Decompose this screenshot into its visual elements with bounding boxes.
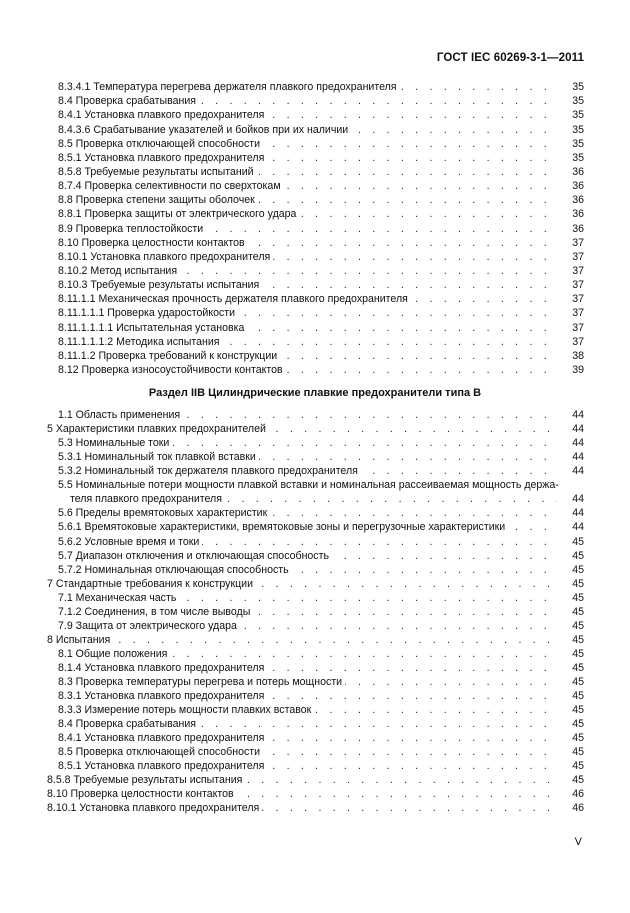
toc-entry-title: 5.7.2 Номинальная отключающая способность: [58, 563, 292, 577]
toc-entry-title: 8.11.1.1.1 Проверка ударостойкости: [58, 306, 238, 320]
toc-entry[interactable]: [0, 250, 630, 264]
toc-entry-title: 8.5.1 Установка плавкого предохранителя: [58, 151, 267, 165]
toc-entry-page: 37: [557, 278, 584, 292]
toc-entry-page: 37: [557, 264, 584, 278]
toc-entry-title: 8.4 Проверка срабатывания: [58, 94, 199, 108]
toc-entry-page: 35: [557, 80, 584, 94]
toc-entry[interactable]: [0, 408, 630, 422]
document-code: ГОСТ IEC 60269-3-1—2011: [436, 52, 584, 64]
toc-entry-page: 37: [557, 321, 584, 335]
toc-entry-page: 45: [557, 731, 584, 745]
toc-entry-title: теля плавкого предохранителя: [70, 492, 225, 506]
toc-entry[interactable]: [0, 520, 630, 534]
toc-entry-title: 5.3.1 Номинальный ток плавкой вставки: [58, 450, 259, 464]
toc-entry-page: 37: [557, 335, 584, 349]
toc-entry-page: 44: [557, 450, 584, 464]
toc-entry[interactable]: [0, 619, 630, 633]
toc-entry[interactable]: [0, 535, 630, 549]
toc-entry[interactable]: [0, 787, 630, 801]
toc-entry-title: 5.5 Номинальные потери мощности плавкой вставки и номинальная рассеиваемая мощность держа-: [58, 478, 562, 492]
toc-entry-page: 35: [557, 151, 584, 165]
toc-entry[interactable]: [0, 123, 630, 137]
toc-entry[interactable]: [0, 563, 630, 577]
toc-entry-title: 8.12 Проверка износоустойчивости контактов: [58, 363, 286, 377]
toc-entry-title: 8.11.1.1.1.1 Испытательная установка: [58, 321, 247, 335]
toc-entry-page: 44: [557, 422, 584, 436]
toc-entry[interactable]: [0, 492, 630, 506]
toc-entry-title: 8.10.3 Требуемые результаты испытания: [58, 278, 262, 292]
toc-entry[interactable]: [0, 478, 630, 492]
toc-entry[interactable]: [0, 436, 630, 450]
toc-entry[interactable]: [0, 222, 630, 236]
toc-leader-dots: [47, 633, 572, 647]
toc-entry-page: 38: [557, 349, 584, 363]
toc-entry-page: 37: [557, 250, 584, 264]
toc-entry-title: 8.4.1 Установка плавкого предохранителя: [58, 731, 267, 745]
toc-entry-page: 37: [557, 292, 584, 306]
toc-entry-page: 45: [557, 661, 584, 675]
toc-entry-title: 8.11.1.1 Механическая прочность держателя плавкого предохранителя: [58, 292, 411, 306]
toc-entry-title: 8.3.1 Установка плавкого предохранителя: [58, 689, 267, 703]
toc-entry[interactable]: [0, 363, 630, 377]
toc-entry[interactable]: [0, 675, 630, 689]
toc-entry-page: 36: [557, 207, 584, 221]
toc-entry-title: 8.1 Общие положения: [58, 647, 170, 661]
toc-entry-page: 44: [557, 464, 584, 478]
toc-entry[interactable]: [0, 661, 630, 675]
toc-entry-title: 7.1.2 Соединения, в том числе выводы: [58, 605, 253, 619]
toc-entry[interactable]: [0, 633, 630, 647]
toc-entry-title: 5 Характеристики плавких предохранителей: [47, 422, 269, 436]
toc-entry-page: 46: [557, 801, 584, 815]
toc-entry[interactable]: [0, 759, 630, 773]
toc-entry-page: 45: [557, 745, 584, 759]
toc-entry-page: 35: [557, 108, 584, 122]
toc-entry[interactable]: [0, 108, 630, 122]
toc-entry-title: 7.1 Механическая часть: [58, 591, 179, 605]
toc-entry-page: 45: [557, 577, 584, 591]
toc-entry[interactable]: [0, 703, 630, 717]
toc-entry-title: 8.10.2 Метод испытания: [58, 264, 180, 278]
toc-entry-page: 44: [557, 492, 584, 506]
toc-entry-page: 44: [557, 506, 584, 520]
toc-entry[interactable]: [0, 577, 630, 591]
toc-entry-title: 7.9 Защита от электрического удара: [58, 619, 240, 633]
toc-entry[interactable]: [0, 801, 630, 815]
toc-entry-title: 8.4.1 Установка плавкого предохранителя: [58, 108, 267, 122]
toc-entry-title: 8.5.8 Требуемые результаты испытаний: [58, 165, 257, 179]
toc-entry[interactable]: [0, 165, 630, 179]
toc-entry[interactable]: [0, 179, 630, 193]
toc-entry-page: 45: [557, 675, 584, 689]
toc-entry[interactable]: [0, 506, 630, 520]
toc-entry-page: 45: [557, 703, 584, 717]
toc-entry-page: 37: [557, 236, 584, 250]
toc-entry[interactable]: [0, 264, 630, 278]
toc-entry-title: 8 Испытания: [47, 633, 113, 647]
toc-entry-page: 45: [557, 689, 584, 703]
toc-entry[interactable]: [0, 151, 630, 165]
toc-entry[interactable]: [0, 321, 630, 335]
toc-entry[interactable]: [0, 193, 630, 207]
toc-entry[interactable]: [0, 773, 630, 787]
toc-entry[interactable]: [0, 236, 630, 250]
toc-entry-title: 5.3.2 Номинальный ток держателя плавкого предохранителя: [58, 464, 361, 478]
toc-entry[interactable]: [0, 292, 630, 306]
toc-entry-page: 45: [557, 717, 584, 731]
toc-entry[interactable]: [0, 94, 630, 108]
toc-entry-title: 8.4.3.6 Срабатывание указателей и бойков при их наличии: [58, 123, 351, 137]
toc-entry-page: 44: [557, 436, 584, 450]
toc-entry-page: 35: [557, 137, 584, 151]
toc-entry-page: 45: [557, 619, 584, 633]
section-heading: Раздел IIB Цилиндрические плавкие предохранители типа В: [148, 387, 482, 399]
toc-entry[interactable]: [0, 689, 630, 703]
toc-entry-title: 8.5 Проверка отключающей способности: [58, 137, 263, 151]
toc-entry-page: 36: [557, 222, 584, 236]
toc-entry-title: 8.5 Проверка отключающей способности: [58, 745, 263, 759]
toc-entry-title: 1.1 Область применения: [58, 408, 183, 422]
toc-entry-title: 8.4 Проверка срабатывания: [58, 717, 199, 731]
toc-entry[interactable]: [0, 450, 630, 464]
toc-entry-page: 37: [557, 306, 584, 320]
toc-entry-page: 44: [557, 520, 584, 534]
toc-entry-title: 8.10 Проверка целостности контактов: [47, 787, 237, 801]
toc-entry-title: 8.10.1 Установка плавкого предохранителя: [47, 801, 262, 815]
toc-entry-title: 7 Стандартные требования к конструкции: [47, 577, 256, 591]
toc-entry-title: 8.5.8 Требуемые результаты испытания: [47, 773, 245, 787]
toc-entry[interactable]: [0, 647, 630, 661]
toc-entry[interactable]: [0, 349, 630, 363]
toc-entry-title: 8.11.1.1.1.2 Методика испытания: [58, 335, 223, 349]
toc-entry-title: 8.5.1 Установка плавкого предохранителя: [58, 759, 267, 773]
toc-entry-title: 5.6.1 Времятоковые характеристики, времятоковые зоны и перегрузочные характеристики: [58, 520, 508, 534]
toc-entry[interactable]: [0, 80, 630, 94]
toc-entry[interactable]: [0, 605, 630, 619]
toc-entry-title: 8.10.1 Установка плавкого предохранителя: [58, 250, 273, 264]
toc-entry-page: 45: [557, 633, 584, 647]
toc-entry-title: 5.6.2 Условные время и токи: [58, 535, 202, 549]
toc-entry-title: 8.7.4 Проверка селективности по сверхтокам: [58, 179, 284, 193]
page-number: V: [574, 836, 582, 848]
toc-entry-page: 39: [557, 363, 584, 377]
toc-entry[interactable]: [0, 278, 630, 292]
toc-entry-page: 36: [557, 179, 584, 193]
toc-entry-page: 36: [557, 193, 584, 207]
toc-entry-page: 45: [557, 591, 584, 605]
toc-entry-title: 8.11.1.2 Проверка требований к конструкции: [58, 349, 280, 363]
toc-entry-page: 45: [557, 549, 584, 563]
toc-entry-title: 8.1.4 Установка плавкого предохранителя: [58, 661, 267, 675]
toc-entry-page: 36: [557, 165, 584, 179]
toc-entry[interactable]: [0, 745, 630, 759]
toc-entry-title: 8.9 Проверка теплостойкости: [58, 222, 206, 236]
toc-entry[interactable]: [0, 207, 630, 221]
toc-entry-title: 8.8.1 Проверка защиты от электрического удара: [58, 207, 299, 221]
toc-entry-page: 45: [557, 535, 584, 549]
toc-entry[interactable]: [0, 591, 630, 605]
toc-entry-page: 45: [557, 647, 584, 661]
toc-entry[interactable]: [0, 137, 630, 151]
toc-entry[interactable]: [0, 422, 630, 436]
toc-entry-page: 45: [557, 563, 584, 577]
toc-entry[interactable]: [0, 717, 630, 731]
toc-entry-page: 45: [557, 773, 584, 787]
toc-entry[interactable]: [0, 335, 630, 349]
toc-entry-title: 8.10 Проверка целостности контактов: [58, 236, 248, 250]
toc-entry[interactable]: [0, 464, 630, 478]
toc-entry-title: 8.3.4.1 Температура перегрева держателя плавкого предохранителя: [58, 80, 400, 94]
toc-entry-title: 8.3.3 Измерение потерь мощности плавких вставок: [58, 703, 314, 717]
toc-entry-page: 44: [557, 408, 584, 422]
toc-entry[interactable]: [0, 731, 630, 745]
toc-entry[interactable]: [0, 306, 630, 320]
toc-entry-page: 45: [557, 759, 584, 773]
toc-entry-page: 45: [557, 605, 584, 619]
toc-entry-title: 5.7 Диапазон отключения и отключающая способность: [58, 549, 332, 563]
toc-entry-page: 46: [557, 787, 584, 801]
toc-entry-title: 8.8 Проверка степени защиты оболочек: [58, 193, 258, 207]
toc-entry-title: 8.3 Проверка температуры перегрева и потерь мощности: [58, 675, 345, 689]
toc-entry-title: 5.3 Номинальные токи: [58, 436, 172, 450]
toc-entry-page: 35: [557, 94, 584, 108]
toc-entry-page: 35: [557, 123, 584, 137]
toc-entry-title: 5.6 Пределы времятоковых характеристик: [58, 506, 270, 520]
toc-entry[interactable]: [0, 549, 630, 563]
